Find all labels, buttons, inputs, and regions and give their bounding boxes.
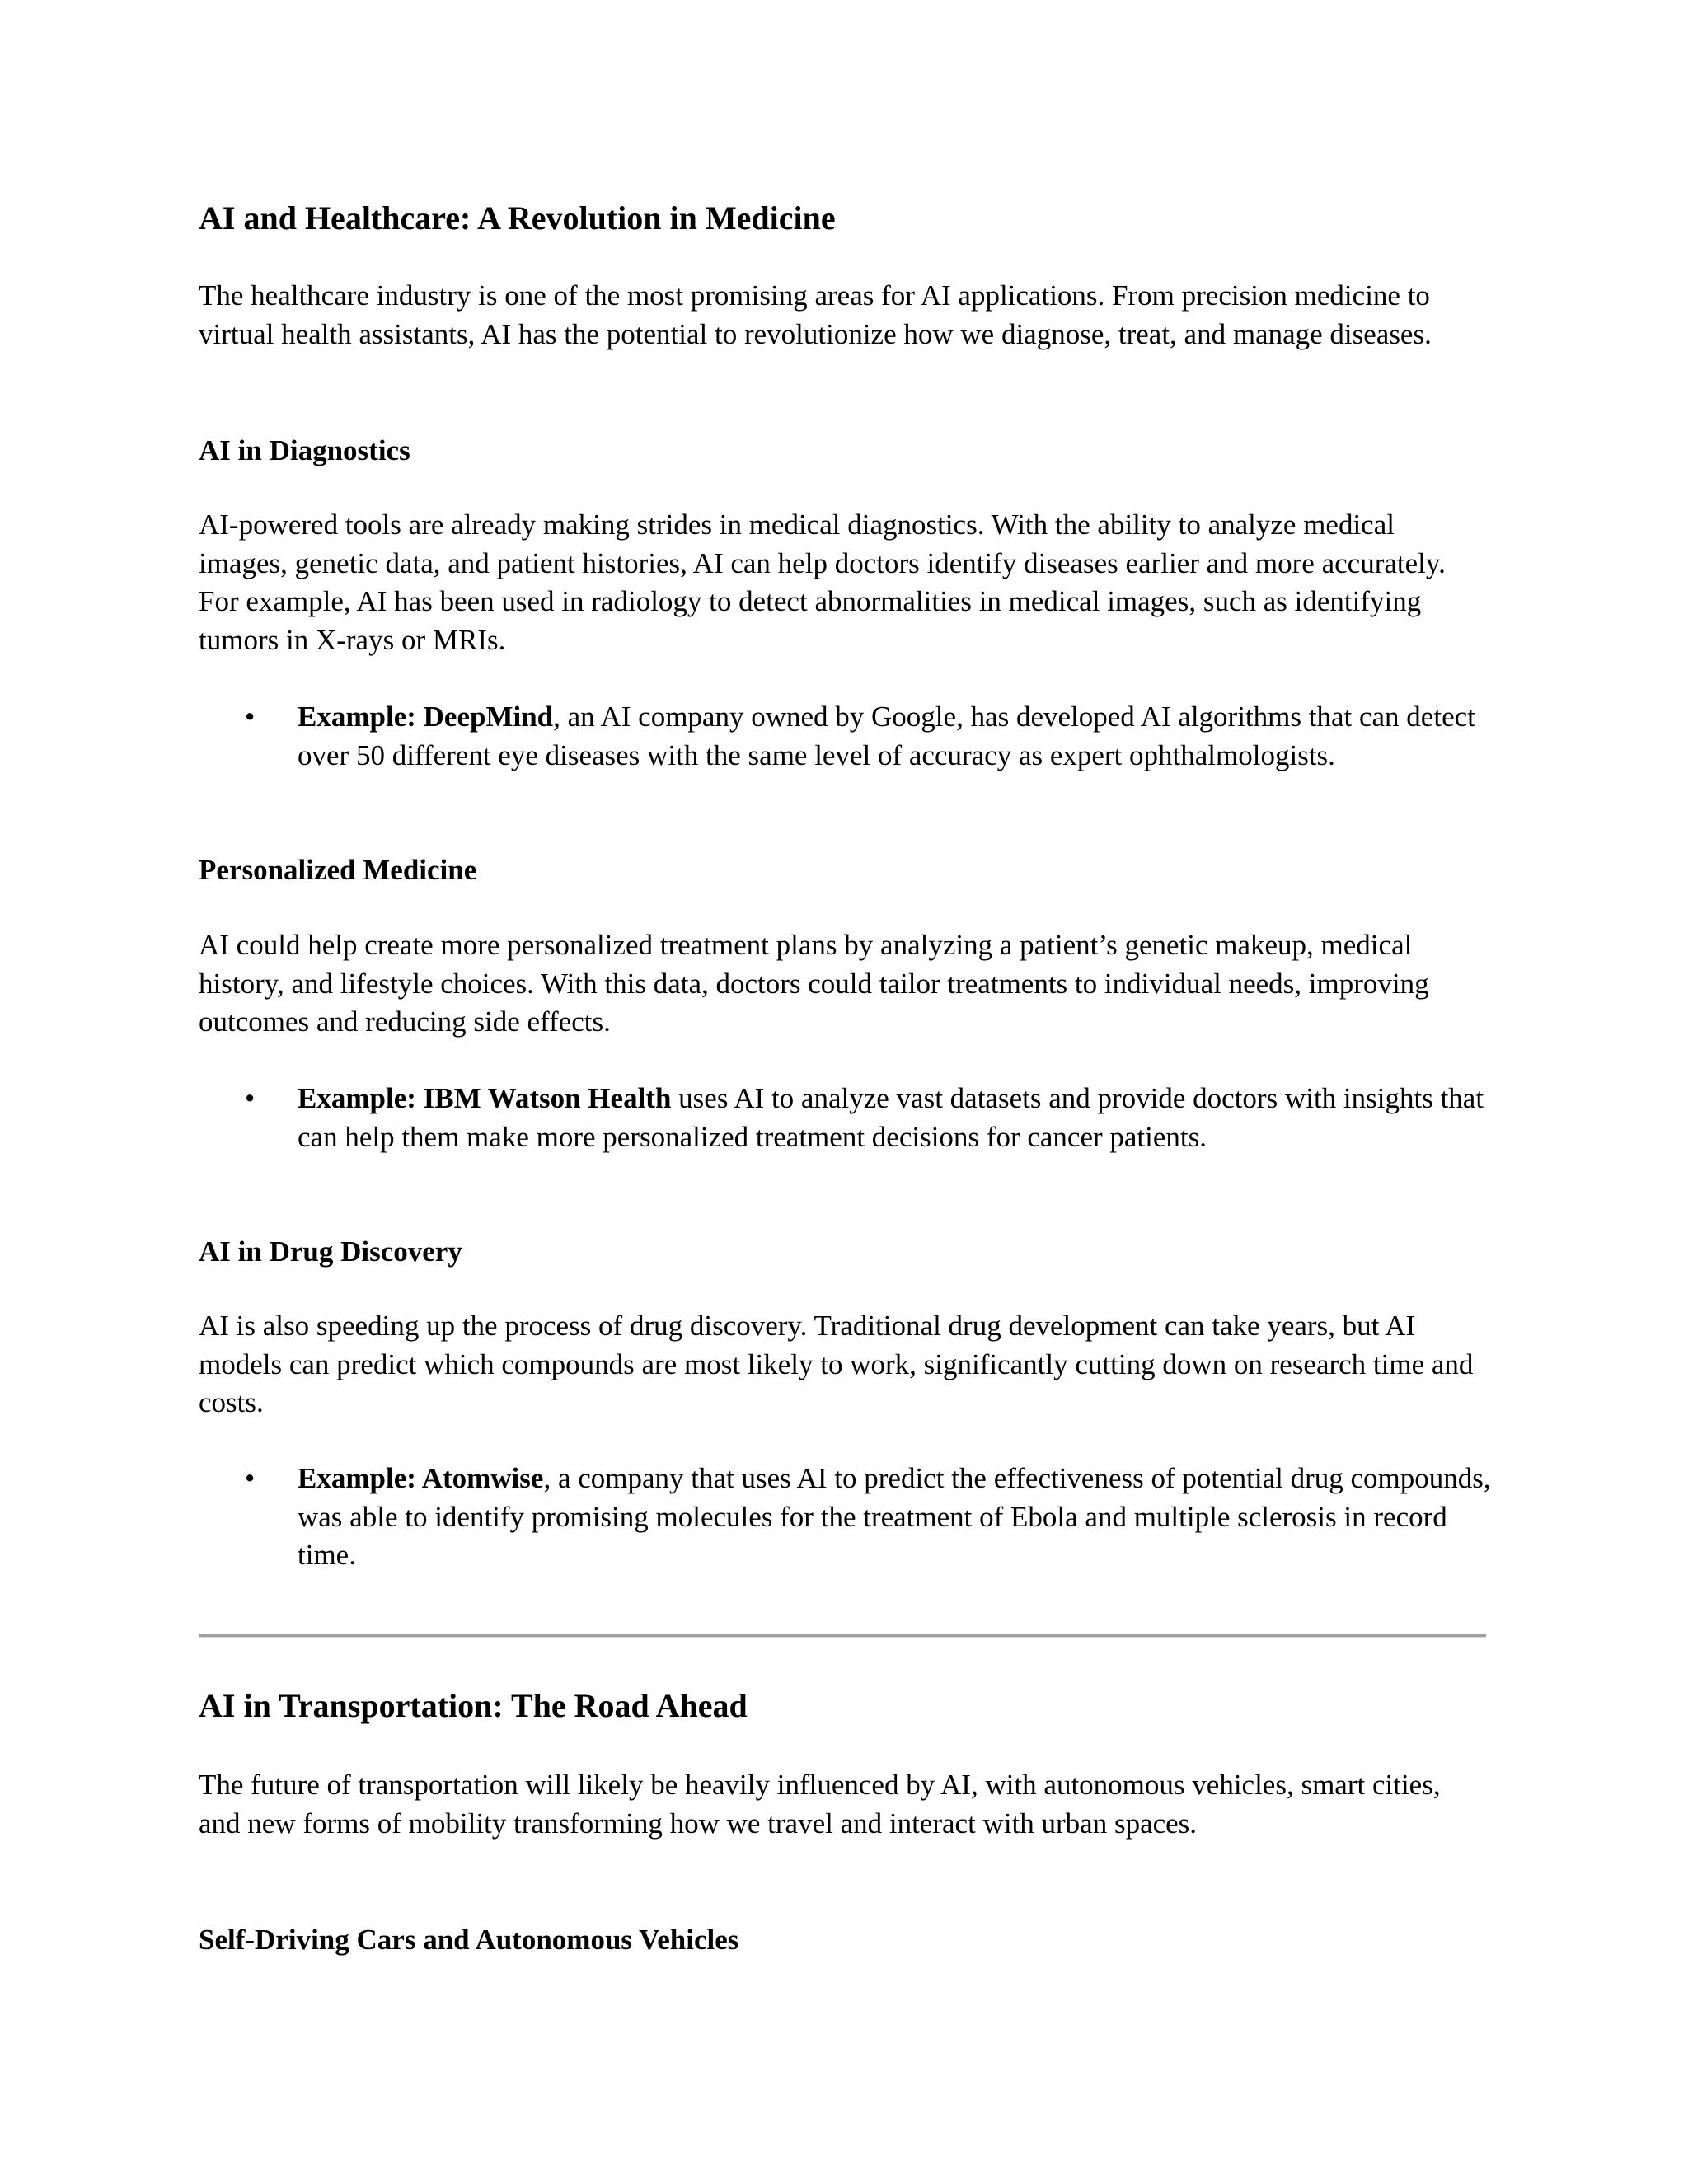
drug-discovery-body: AI is also speeding up the process of drug discovery. Traditional drug development can take years, but AI models can predict which compounds are most likely to work, significantly cutting down on research time and costs. — [199, 1310, 1474, 1418]
drug-discovery-example-label: Example: Atomwise — [298, 1462, 544, 1494]
self-driving-heading: Self-Driving Cars and Autonomous Vehicles — [199, 1924, 739, 1956]
personalized-heading: Personalized Medicine — [199, 854, 477, 886]
bullet-icon: • — [245, 701, 256, 733]
transportation-title: AI in Transportation: The Road Ahead — [199, 1687, 748, 1724]
diagnostics-example-label: Example: DeepMind — [298, 701, 554, 733]
personalized-example-text — [298, 1080, 1493, 1156]
section-divider — [199, 1634, 1486, 1638]
healthcare-intro: The healthcare industry is one of the most promising areas for AI applications. From precision medicine to virtual health assistants, AI has the potential to revolutionize how we diagnose, treat, and manage diseases. — [199, 279, 1432, 350]
drug-discovery-heading: AI in Drug Discovery — [199, 1235, 462, 1268]
diagnostics-example-text — [298, 698, 1493, 775]
diagnostics-example-desc: , an AI company owned by Google, has developed AI algorithms that can detect over 50 different eye diseases with the same level of accuracy as expert ophthalmologists. — [298, 701, 1475, 771]
diagnostics-heading: AI in Diagnostics — [199, 434, 410, 466]
bullet-icon: • — [245, 1082, 256, 1114]
drug-discovery-example-text — [298, 1460, 1493, 1575]
drug-discovery-example-desc: , a company that uses AI to predict the effectiveness of potential drug compounds, was able to identify promising molecules for the treatment of Ebola and multiple sclerosis in record time. — [298, 1462, 1491, 1571]
transportation-intro: The future of transportation will likely be heavily influenced by AI, with autonomous vehicles, smart cities, and new forms of mobility transforming how we travel and interact with urban spaces. — [199, 1769, 1441, 1840]
personalized-body: AI could help create more personalized treatment plans by analyzing a patient’s genetic makeup, medical history, and lifestyle choices. With this data, doctors could tailor treatments to individual needs, improving outcomes and reducing side effects. — [199, 929, 1429, 1038]
diagnostics-body: AI-powered tools are already making strides in medical diagnostics. With the ability to analyze medical images, genetic data, and patient histories, AI can help doctors identify diseases earlier and more accurately. For example, AI has been used in radiology to detect abnormalities in medical images, such as identifying tumors in X-rays or MRIs. — [199, 509, 1446, 656]
healthcare-title: AI and Healthcare: A Revolution in Medicine — [199, 199, 836, 237]
personalized-example-desc: uses AI to analyze vast datasets and provide doctors with insights that can help them make more personalized treatment decisions for cancer patients. — [298, 1082, 1484, 1153]
personalized-example-label: Example: IBM Watson Health — [298, 1082, 672, 1114]
bullet-icon: • — [245, 1462, 256, 1494]
